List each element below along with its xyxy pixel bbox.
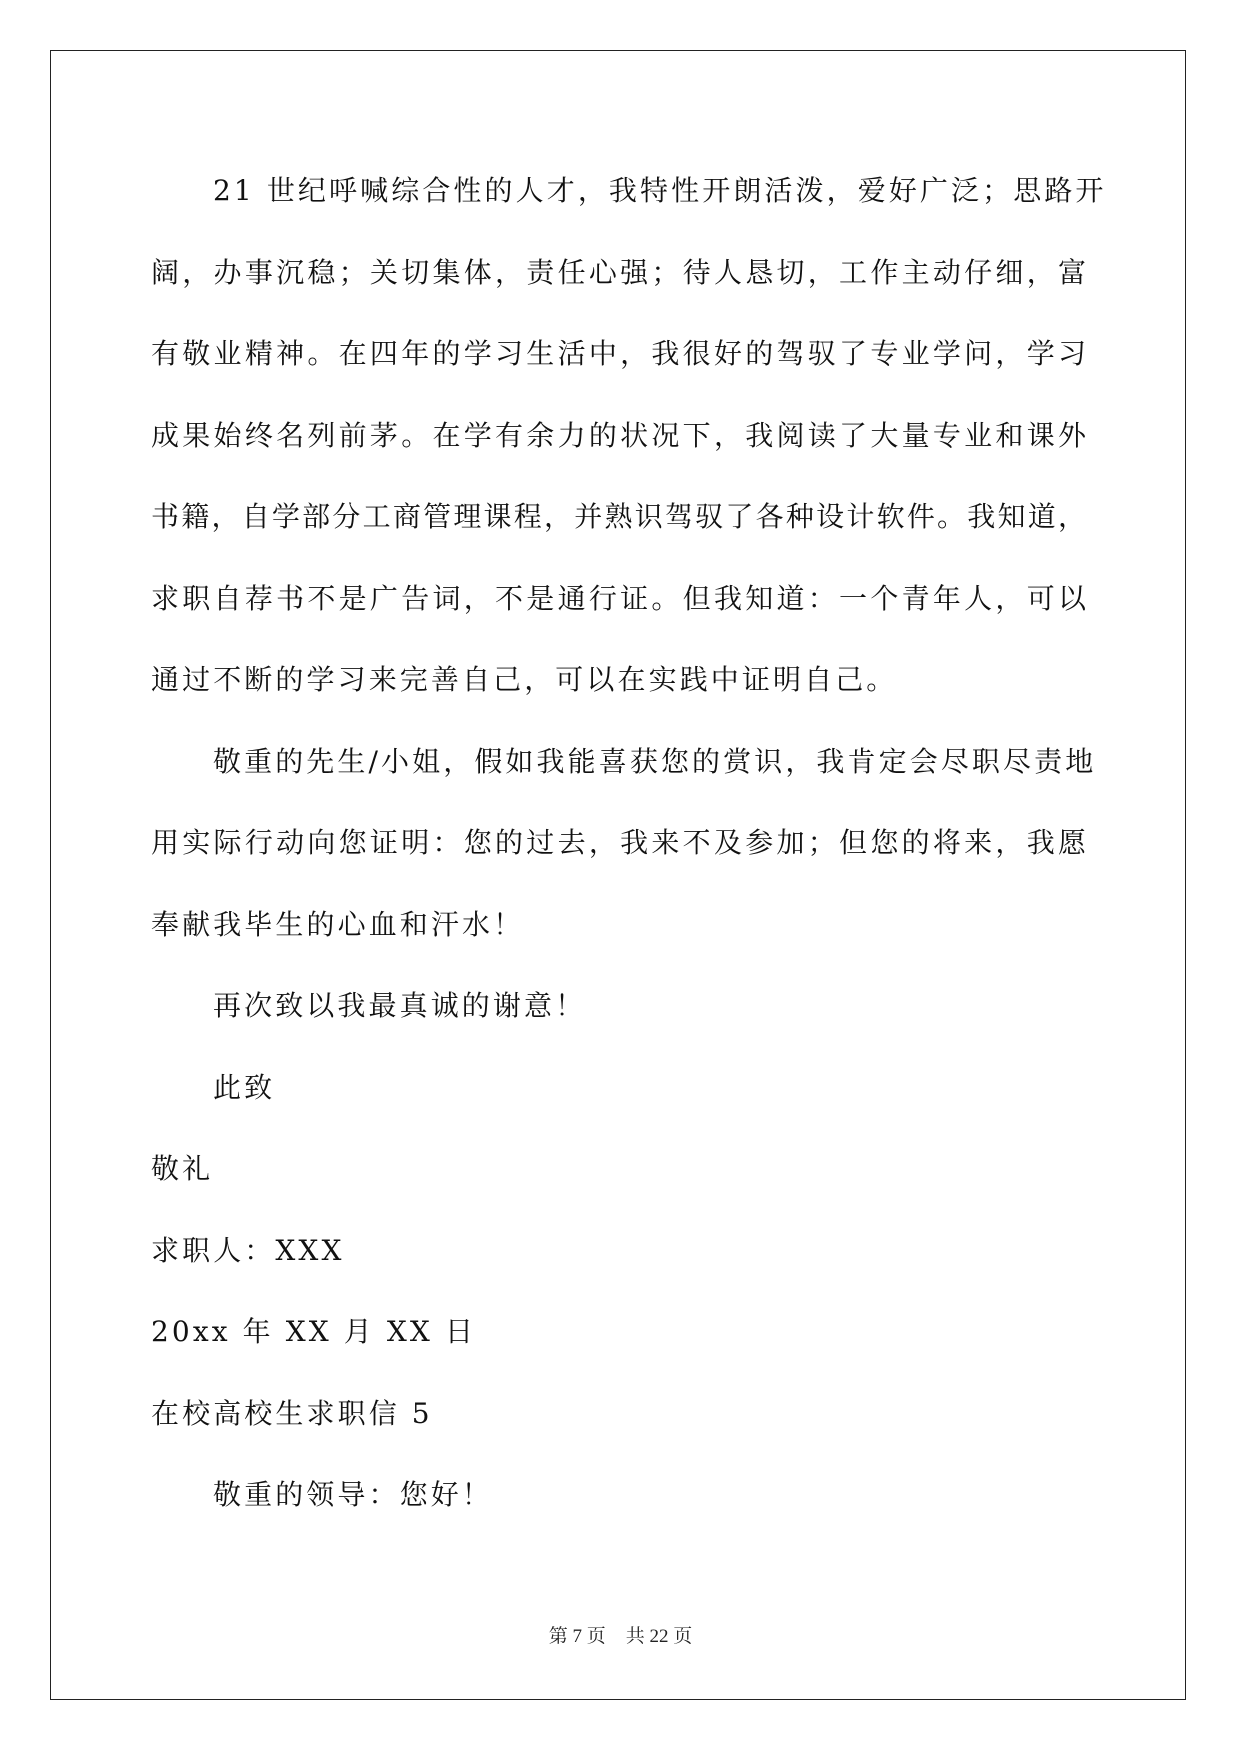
salutation-jingli: 敬礼 <box>151 1152 214 1185</box>
greeting: 敬重的领导：您好！ <box>213 1478 493 1511</box>
applicant-name: 求职人：XXX <box>151 1233 345 1267</box>
salutation-cizhi: 此致 <box>213 1070 276 1104</box>
section-title: 在校高校生求职信 5 <box>151 1396 433 1430</box>
document-body <box>151 150 1107 1536</box>
paragraph-line: 书籍，自学部分工商管理课程，并熟识驾驭了各种设计软件。我知道， <box>151 500 1086 533</box>
paragraph-line: 用实际行动向您证明：您的过去，我来不及参加；但您的将来，我愿 <box>151 826 1086 859</box>
paragraph-line: 阔，办事沉稳；关切集体，责任心强；待人恳切，工作主动仔细，富 <box>151 255 1086 289</box>
paragraph-line: 有敬业精神。在四年的学习生活中，我很好的驾驭了专业学问，学习 <box>151 337 1086 370</box>
paragraph-line: 通过不断的学习来完善自己，可以在实践中证明自己。 <box>151 663 898 696</box>
paragraph-line: 奉献我毕生的心血和汗水！ <box>151 907 525 941</box>
page-number: 第 7 页 <box>548 1626 606 1647</box>
paragraph-line: 敬重的先生/小姐，假如我能喜获您的赏识，我肯定会尽职尽责地 <box>213 744 1097 778</box>
paragraph-line: 求职自荐书不是广告词，不是通行证。但我知道：一个青年人，可以 <box>151 581 1086 615</box>
paragraph-line: 成果始终名列前茅。在学有余力的状况下，我阅读了大量专业和课外 <box>151 418 1086 452</box>
page-total: 共 22 页 <box>625 1626 693 1647</box>
closing-thanks: 再次致以我最真诚的谢意！ <box>213 989 587 1022</box>
page-footer <box>0 1621 1241 1648</box>
letter-date: 20xx 年 XX 月 XX 日 <box>151 1315 477 1348</box>
paragraph-line: 21 世纪呼喊综合性的人才，我特性开朗活泼，爱好广泛；思路开 <box>213 174 1107 207</box>
